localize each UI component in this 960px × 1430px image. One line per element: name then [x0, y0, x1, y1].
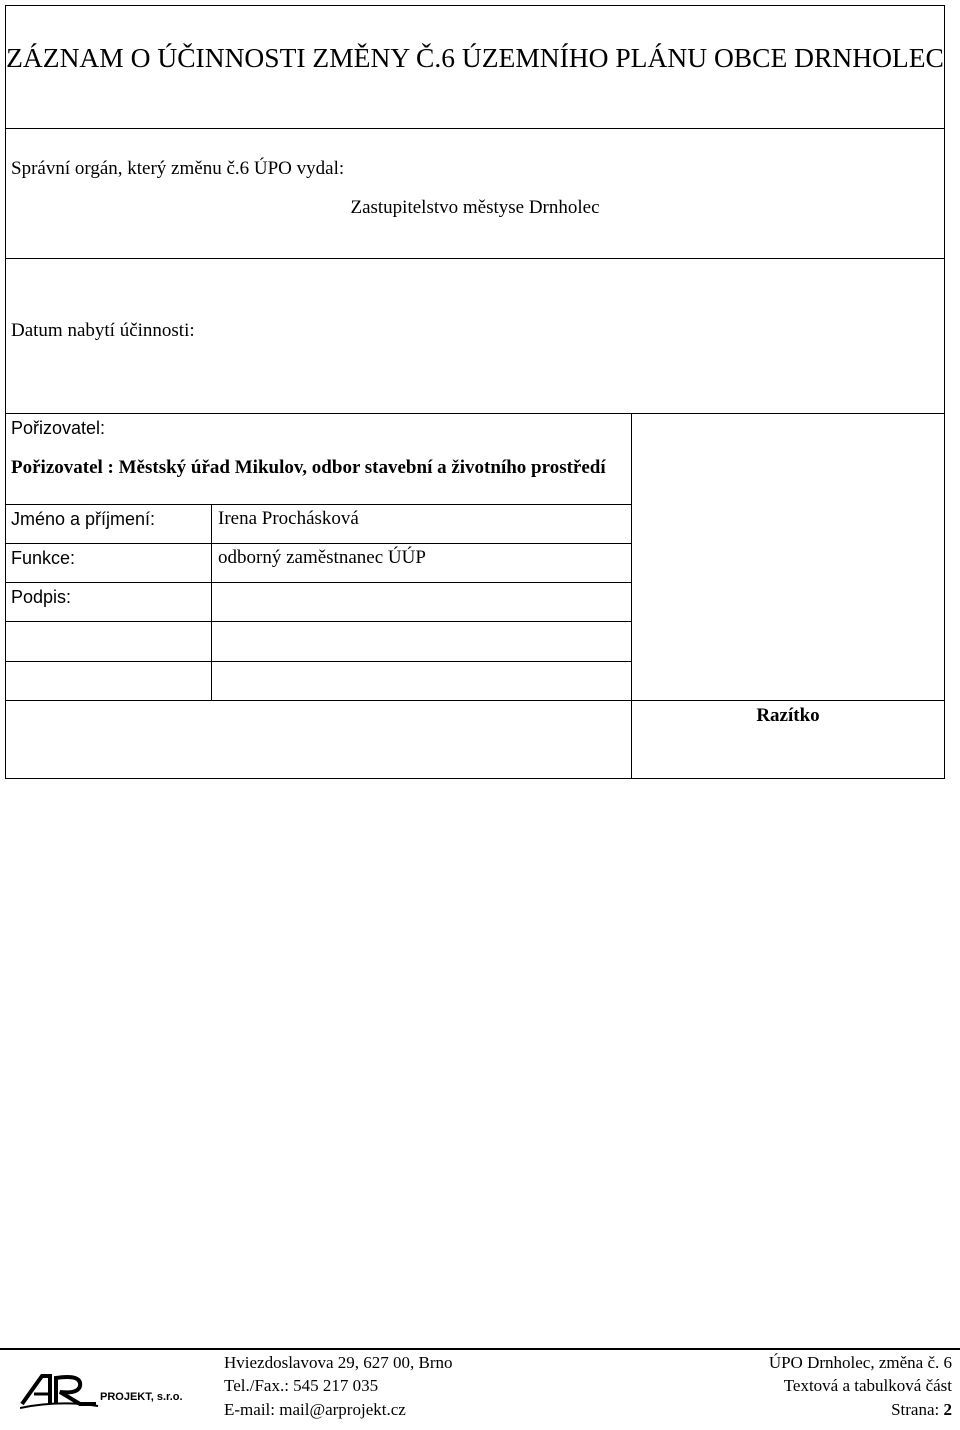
stamp-label: Razítko: [756, 705, 820, 726]
name-value: Irena Prochásková: [218, 508, 359, 529]
footer-doc-part: Textová a tabulková část: [783, 1376, 952, 1395]
page-title: ZÁZNAM O ÚČINNOSTI ZMĚNY Č.6 ÚZEMNÍHO PLÁNU OBCE DRNHOLEC: [6, 42, 944, 73]
footer-rule: [0, 1348, 960, 1350]
signature-label: Podpis:: [11, 587, 72, 607]
divider-row5: [5, 661, 632, 662]
border-bottom: [5, 778, 945, 779]
divider-label-col: [211, 504, 212, 701]
ar-projekt-logo: [20, 1370, 200, 1410]
footer-phone: Tel./Fax.: 545 217 035: [224, 1376, 379, 1395]
divider-row3: [5, 582, 632, 583]
footer-doc-name: ÚPO Drnholec, změna č. 6: [768, 1353, 952, 1372]
footer-address: Hviezdoslavova 29, 627 00, Brno: [224, 1353, 453, 1372]
divider-row1: [5, 504, 632, 505]
date-label: Datum nabytí účinnosti:: [11, 320, 195, 341]
function-label: Funkce:: [11, 548, 76, 568]
page-number: 2: [943, 1400, 952, 1419]
organ-value: Zastupitelstvo městyse Drnholec: [350, 197, 600, 218]
porizovatel-value: Pořizovatel : Městský úřad Mikulov, odbor stavební a životního prostředí: [11, 457, 606, 478]
divider-date: [5, 413, 945, 414]
page-label: Strana:: [891, 1400, 940, 1419]
footer-email: E-mail: mail@arprojekt.cz: [224, 1400, 406, 1419]
divider-organ: [5, 258, 945, 259]
border-left: [5, 5, 6, 779]
porizovatel-label: Pořizovatel:: [11, 418, 106, 438]
logo-text: PROJEKT, s.r.o.: [100, 1391, 183, 1403]
ar-logo-icon: [20, 1370, 200, 1410]
footer-page: [891, 1401, 952, 1418]
function-value: odborný zaměstnanec ÚÚP: [218, 547, 426, 568]
divider-row2: [5, 543, 632, 544]
border-right: [944, 5, 945, 779]
border-top: [5, 5, 945, 6]
organ-label: Správní orgán, který změnu č.6 ÚPO vydal:: [11, 158, 345, 179]
divider-row6: [5, 700, 945, 701]
divider-title: [5, 128, 945, 129]
name-label: Jméno a příjmení:: [11, 509, 156, 529]
divider-row4: [5, 621, 632, 622]
